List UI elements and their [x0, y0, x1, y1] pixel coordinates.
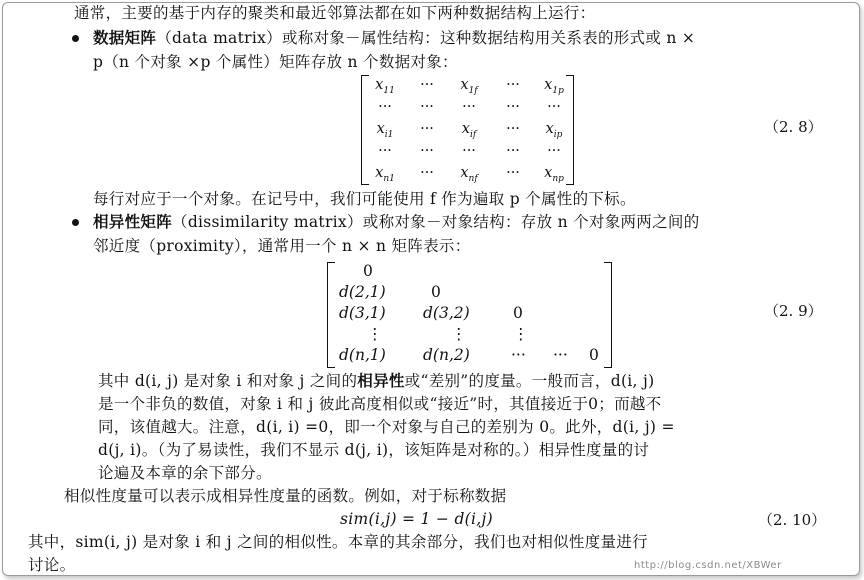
- paragraph-line-3: 同，该值越大。注意，d(i, i) =0，即一个对象与自己的差别为 0。此外，d(i, j) =: [98, 418, 675, 436]
- paragraph-text-a: 其中 d(i, j) 是对象 i 和对象 j 之间的: [98, 372, 358, 390]
- right-bracket: [566, 75, 574, 185]
- intro-line: 通常，主要的基于内存的聚类和最近邻算法都在如下两种数据结构上运行：: [74, 4, 596, 22]
- matrix2-cell: ⋮: [367, 325, 383, 343]
- matrix1-cell: $x_{if}$: [461, 121, 477, 140]
- matrix2-cell: ⋮: [513, 325, 529, 343]
- matrix2-cell: 0: [363, 262, 373, 280]
- term-dissimilarity: 相异性: [357, 371, 405, 390]
- matrix1-cell: $x_{ip}$: [545, 121, 563, 140]
- bullet-data-matrix: [72, 35, 79, 42]
- matrix2-cell: ···: [553, 346, 568, 364]
- matrix2-cell: ⋮: [451, 325, 467, 343]
- dissimilarity-line-2: 邻近度（proximity），通常用一个 n × n 矩阵表示：: [93, 237, 471, 255]
- matrix1-cell: ···: [462, 143, 476, 159]
- matrix2-cell: d(3,1): [339, 304, 386, 322]
- matrix2-cell: d(n,2): [423, 346, 470, 364]
- conclusion-line-1: 其中，sim(i, j) 是对象 i 和 j 之间的相似性。本章的其余部分，我们也对相似性度量进行: [28, 533, 648, 551]
- term-data-matrix: 数据矩阵: [93, 28, 157, 47]
- matrix1-cell: ···: [420, 121, 434, 137]
- data-matrix-line-1: [93, 27, 695, 49]
- matrix2-cell: 0: [431, 283, 441, 301]
- matrix1-cell: $x_{np}$: [544, 165, 564, 184]
- paragraph-line-2: 是一个非负的数值，对象 i 和 j 彼此高度相似或“接近”时，其值接近于0；而越不: [98, 395, 662, 413]
- data-matrix-line-2: p（n 个对象 ×p 个属性）矩阵存放 n 个数据对象：: [93, 53, 458, 71]
- matrix1-cell: $x_{1f}$: [460, 77, 478, 96]
- equation-number-2-9: （2. 9）: [764, 302, 823, 320]
- matrix1-cell: ···: [378, 143, 392, 159]
- matrix1-cell: ···: [506, 143, 520, 159]
- matrix2-cell: d(2,1): [339, 283, 386, 301]
- equation-number-2-8: （2. 8）: [764, 118, 823, 136]
- matrix1-cell: ···: [506, 77, 520, 93]
- dissimilarity-definition: （dissimilarity matrix）或称对象－对象结构：存放 n 个对象两两之间的: [172, 213, 700, 231]
- conclusion-line-2: 讨论。: [28, 556, 76, 574]
- matrix2-cell: d(3,2): [423, 304, 470, 322]
- left-bracket: [361, 75, 369, 185]
- left-bracket: [327, 262, 335, 368]
- matrix1-cell: ···: [420, 143, 434, 159]
- similarity-intro-line: 相似性度量可以表示成相异性度量的函数。例如，对于标称数据: [64, 487, 507, 505]
- matrix1-cell: $x_{1p}$: [544, 77, 564, 96]
- matrix1-cell: ···: [420, 165, 434, 181]
- dissimilarity-matrix-equation: [327, 262, 612, 368]
- matrix2-cell: ···: [511, 346, 526, 364]
- matrix1-cell: $x_{n1}$: [375, 165, 395, 184]
- data-matrix-definition: （data matrix）或称对象－属性结构：这种数据结构用关系表的形式或 n ×: [156, 29, 696, 47]
- matrix1-cell: ···: [420, 77, 434, 93]
- bullet-dissimilarity-matrix: [72, 219, 79, 226]
- matrix1-cell: $x_{i1}$: [376, 121, 394, 140]
- equation-number-2-10: （2. 10）: [758, 511, 827, 529]
- matrix1-cell: ···: [547, 143, 561, 159]
- matrix1-cell: ···: [506, 99, 520, 115]
- paragraph-line-4: d(j, i)。（为了易读性，我们不显示 d(j, i)，该矩阵是对称的。）相异性度量的讨: [98, 441, 650, 459]
- right-bracket: [604, 262, 612, 368]
- watermark: http://blog.csdn.net/XBWer: [634, 560, 782, 571]
- matrix2-cell: d(n,1): [339, 346, 386, 364]
- similarity-formula: sim(i,j) = 1 − d(i,j): [340, 510, 493, 528]
- matrix1-cell: ···: [462, 99, 476, 115]
- matrix2-cell: 0: [589, 346, 599, 364]
- matrix1-cell: $x_{11}$: [375, 77, 395, 96]
- matrix1-cell: ···: [506, 165, 520, 181]
- term-dissimilarity-matrix: 相异性矩阵: [93, 212, 173, 231]
- matrix1-cell: ···: [378, 99, 392, 115]
- paragraph-line-1: [98, 370, 654, 392]
- matrix1-cell: ···: [506, 121, 520, 137]
- paragraph-text-b: 或“差别”的度量。一般而言，d(i, j): [404, 372, 655, 390]
- matrix1-cell: $x_{nf}$: [460, 165, 478, 184]
- paragraph-line-5: 论遍及本章的余下部分。: [98, 464, 272, 482]
- dissimilarity-line-1: [93, 211, 700, 233]
- matrix1-cell: ···: [420, 99, 434, 115]
- data-matrix-equation: [361, 75, 574, 185]
- matrix1-cell: ···: [547, 99, 561, 115]
- after-data-matrix-line: 每行对应于一个对象。在记号中，我们可能使用 f 作为遍取 p 个属性的下标。: [93, 190, 636, 208]
- matrix2-cell: 0: [513, 304, 523, 322]
